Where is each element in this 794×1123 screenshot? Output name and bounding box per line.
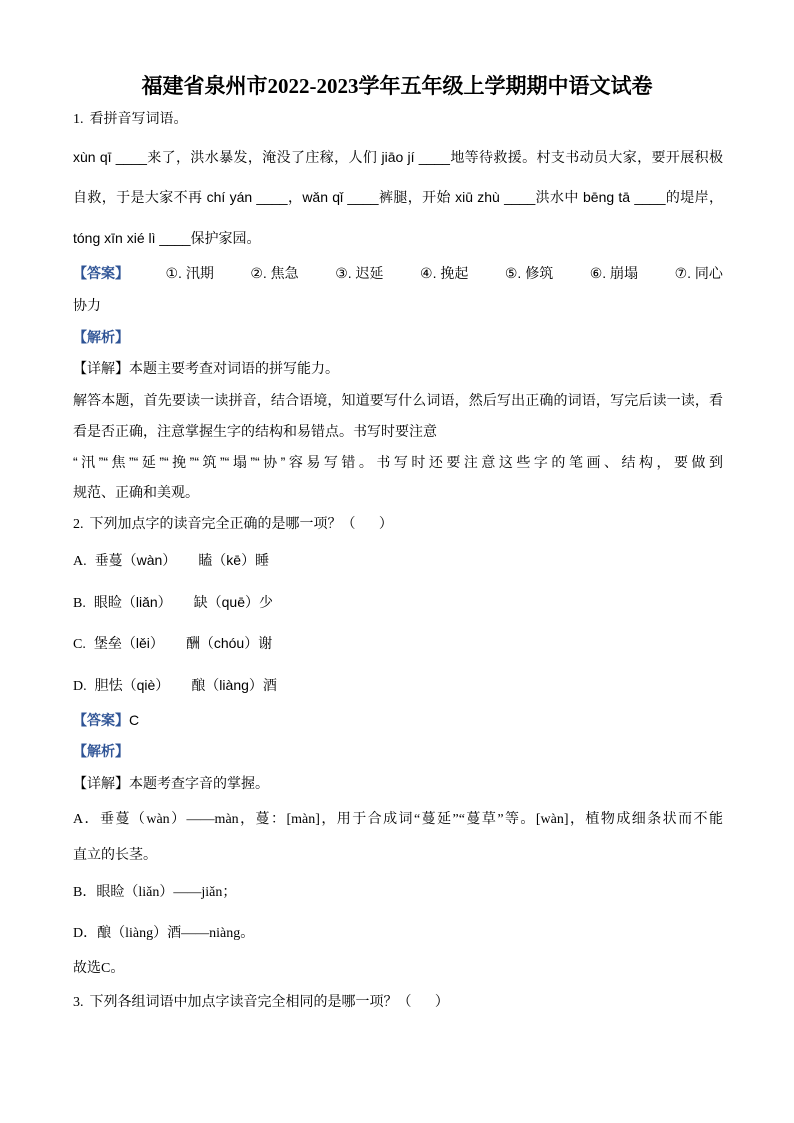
q1-explanation-line: “汛”“焦”“延”“挽”“筑”“塌”“协”容易写错。书写时还要注意这些字的笔画、结构，要做到 [73,454,723,470]
option-word: 堡垒（lěi） [93,635,164,651]
q2-explanation-line: B．眼睑（liǎn）——jiǎn； [73,885,237,900]
q1-explanation-line: 解答本题，首先要读一读拼音，结合语境，知道要写什么词语，然后写出正确的词语，写完后读一读，看 [73,392,723,408]
option-c [73,632,723,654]
q2-conclusion: 故选C。 [73,961,125,976]
detail-text: 本题主要考查对词语的拼写能力。 [129,360,339,376]
answer-item: ②. 焦急 [250,265,299,281]
option-b [73,591,723,613]
q2-analysis-heading [73,740,723,762]
q1-text-line: tóng xīn xié lì ____保护家园。 [73,230,261,246]
option-word: 酿（liàng）酒 [191,677,277,693]
question-number: 3. [73,995,84,1010]
q1-heading [73,107,723,129]
q1-analysis-heading [73,326,723,348]
q2-heading [73,512,723,534]
analysis-label: 【解析】 [73,329,129,345]
option-word: 缺（quē）少 [193,594,273,610]
option-label: C. [73,637,86,652]
q2-answer [73,709,723,731]
question-stem: 看拼音写词语。 [89,110,188,126]
option-label: D. [73,679,87,694]
question-number: 2. [73,517,84,532]
q1-answer-row [73,262,723,284]
option-word: 眼睑（liǎn） [93,594,172,610]
page-title: 福建省泉州市2022-2023学年五年级上学期期中语文试卷 [141,74,653,98]
question-number: 1. [73,112,84,127]
q2-detail [73,772,723,794]
option-d [73,674,723,696]
option-label: B. [73,596,86,611]
option-word: 胆怯（qiè） [94,677,170,693]
option-label: A. [73,554,87,569]
q1-text-line: 自救，于是大家不再 chí yán ____，wǎn qǐ ____裤腿，开始 xiū zhù ____洪水中 bēng tā ____的堤岸， [73,189,723,205]
option-word: 垂蔓（wàn） [94,552,177,568]
q2-explanation-line: D．酿（liàng）酒——niàng。 [73,926,255,941]
answer-item: ⑦. 同心 [674,265,723,281]
question-stem: 下列加点字的读音完全正确的是哪一项？（ ） [89,515,393,531]
option-word: 瞌（kē）睡 [198,552,270,568]
answer-value: C [129,712,140,728]
option-a [73,549,723,571]
detail-label: 【详解】 [73,775,129,791]
analysis-label: 【解析】 [73,743,129,759]
detail-text: 本题考查字音的掌握。 [129,775,269,791]
detail-label: 【详解】 [73,360,129,376]
answer-item: ①. 汛期 [165,265,214,281]
q1-text-line: xùn qī ____来了，洪水暴发，淹没了庄稼，人们 jiāo jí ____地等待救援。村支书动员大家，要开展积极 [73,149,723,165]
question-stem: 下列各组词语中加点字读音完全相同的是哪一项？（ ） [89,993,449,1009]
answer-item: ⑥. 崩塌 [589,265,639,281]
q2-explanation-line: 直立的长茎。 [73,848,157,863]
answer-item: ④. 挽起 [420,265,469,281]
answer-continuation: 协力 [73,297,101,313]
option-word: 酬（chóu）谢 [185,635,273,651]
q1-explanation-line: 规范、正确和美观。 [73,484,199,500]
q1-detail [73,357,723,379]
answer-item: ③. 迟延 [335,265,384,281]
q1-explanation-line: 看是否正确，注意掌握生字的结构和易错点。书写时要注意 [73,423,437,439]
answer-label: 【答案】 [73,712,129,728]
answer-item: ⑤. 修筑 [504,265,554,281]
answer-label: 【答案】 [73,265,129,281]
q2-explanation-line: A．垂蔓（wàn）——màn，蔓：[màn]，用于合成词“蔓延”“蔓草”等。[wàn]，植物成细条状而不能 [73,812,723,827]
q3-heading [73,990,723,1012]
